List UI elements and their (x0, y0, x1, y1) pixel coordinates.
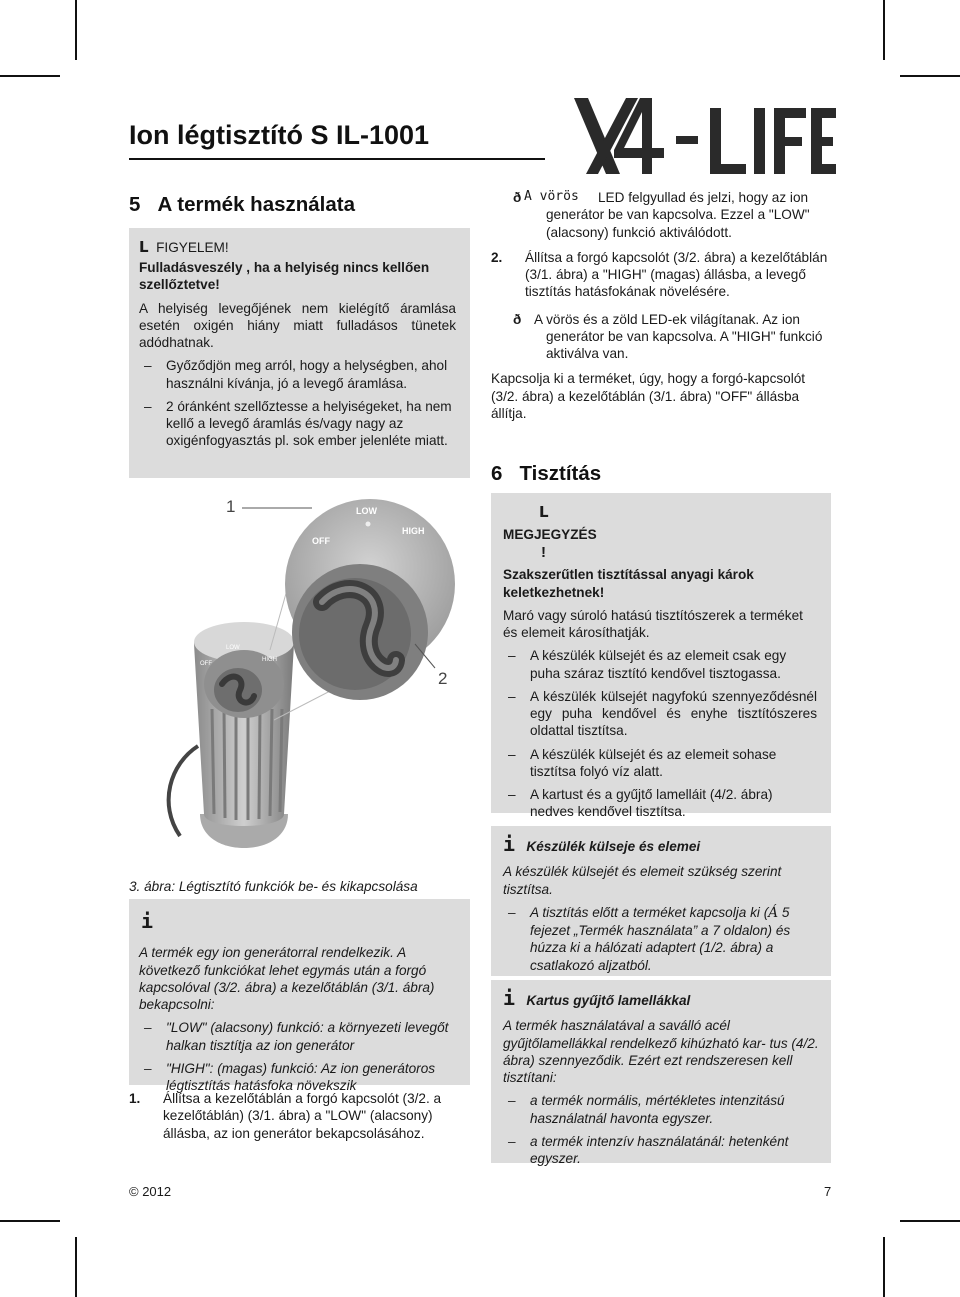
svg-text:LOW: LOW (356, 506, 377, 516)
step-number: 2. (491, 249, 503, 265)
crop-mark (900, 1220, 960, 1222)
info-header (503, 832, 819, 857)
info-item: – a termék normális, mértékletes intenzitású használatnál havonta egyszer. (503, 1092, 819, 1127)
footer-copyright: © 2012 (129, 1184, 172, 1199)
page-title: Ion légtisztító S IL-1001 (129, 120, 430, 150)
info-box (129, 899, 470, 1094)
section-5-heading (129, 192, 355, 218)
svg-text:LOW: LOW (226, 645, 240, 651)
svg-text:OFF: OFF (200, 661, 212, 667)
figure-caption: 3. ábra: Légtisztító funkciók be- és kikapcsolása (129, 879, 418, 894)
warning-bold-line: Fulladásveszély , ha a helyiség nincs kellően szellőztetve! (139, 260, 430, 293)
step-text: Állítsa a forgó kapcsolót (3/2. ábra) a kezelőtáblán (3/1. ábra) a "HIGH" (magas) állásba, a levegő tisztítás hatásfokának növelésére. (525, 249, 828, 300)
result-text: LED felgyullad és jelzi, hogy az ion generátor be van kapcsolva. Ezzel a "LOW" (alacsony) funkció aktiválódott. (546, 190, 810, 240)
note-icon: L (539, 503, 549, 521)
footer-page-number: 7 (824, 1184, 832, 1199)
section-number: 6 (491, 462, 503, 485)
note-bold-line: Szakszerűtlen tisztítással anyagi károk keletkezhetnek! (503, 567, 754, 600)
figure-callout-1: 1 (226, 497, 236, 516)
reference-arrow-icon: Á (768, 904, 779, 921)
crop-mark (900, 75, 960, 77)
note-text: Maró vagy súroló hatású tisztítószerek a terméket és elemeit károsíthatják. (503, 607, 803, 641)
warning-text: A helyiség levegőjének nem kielégítő áramlása esetén oxigén hiány miatt fulladásos tünetek adódhatnak. (139, 300, 456, 351)
info-text: A készülék külsejét és elemeit szükség szerint tisztítsa. (503, 864, 782, 897)
arrow-icon: ð (513, 311, 522, 327)
crop-mark (75, 1237, 77, 1297)
info-text: A termék egy ion generátorral rendelkezik. A következő funkciókat lehet egymás után a forgó kapcsolóval (3/2. ábra) a kezelőtáblán (3/1. ábra) bekapcsolni: (139, 945, 435, 1013)
crop-mark (883, 0, 885, 60)
figure-callout-2: 2 (438, 669, 448, 688)
info-item: – "HIGH": (magas) funkció: Az ion generátoros légtisztítás hatásfoka növekszik (139, 1060, 460, 1095)
section-title: Tisztítás (519, 462, 602, 485)
info-item: – a termék intenzív használatánál: hetenként egyszer. (503, 1133, 819, 1168)
note-item: – A készülék külsejét nagyfokú szennyeződésnél egy puha kendővel és enyhe tisztítószeres oldattal tisztítsa. (503, 688, 817, 740)
note-item: – A készülék külsejét és az elemeit sohase tisztítsa folyó víz alatt. (503, 746, 817, 781)
note-box (491, 493, 831, 820)
warning-box (129, 228, 470, 478)
section-number: 5 (129, 193, 141, 216)
note-item: – A készülék külsejét és az elemeit csak egy puha száraz tisztító kendővel tisztogassa. (503, 647, 817, 682)
title-rule (129, 158, 545, 160)
info-icon: i (141, 909, 154, 933)
svg-text:HIGH: HIGH (262, 657, 277, 663)
warning-item: – Győződjön meg arról, hogy a helységben, ahol használni kívánja, jó a levegő áramlása. (139, 357, 456, 392)
info-icon: i (503, 832, 516, 856)
step-1 (129, 1090, 483, 1142)
arrow-icon: ð (513, 190, 522, 205)
info-box-cartridge (491, 980, 831, 1167)
crop-mark (75, 0, 77, 60)
step-text: Állítsa a kezelőtáblán a forgó kapcsolót (3/2. a kezelőtáblán) (3/1. ábra) a "LOW" (alacsony) állásba, az ion generátor bekapcsolásához. (163, 1091, 442, 1141)
result-text: A vörös és a zöld LED-ek világítanak. Az ion generátor be van kapcsolva. A "HIGH" funkció aktiválva van. (534, 311, 823, 361)
info-item: – A tisztítás előtt a terméket kapcsolja ki (Á 5 fejezet „Termék használata” a 7 oldalon) és húzza ki a hálózati adaptert (1/2. ábra) a csatlakozó aljzatból. (503, 904, 819, 974)
info-icon: i (503, 986, 516, 1010)
warning-icon: L (139, 238, 149, 256)
crop-mark (883, 1237, 885, 1297)
note-label: MEGJEGYZÉS (503, 527, 597, 543)
result-note (491, 311, 831, 363)
info-text: A termék használatával a saválló acél gyűjtőlamellákkal rendelkező kihúzható kar- tus (4/2. ábra) szennyeződik. Ezért ezt rendszeresen kell tisztítani: (503, 1018, 819, 1086)
step-number: 1. (129, 1091, 141, 1106)
warning-label: FIGYELEM! (156, 240, 229, 255)
step-2 (491, 249, 831, 301)
purifier-illustration (150, 484, 480, 856)
info-heading: Kartus gyűjtő lamellákkal (526, 993, 691, 1008)
note-exclamation: ! (541, 544, 546, 562)
result-lead: A vörös (524, 189, 579, 204)
section-6-heading (491, 461, 601, 487)
svg-text:HIGH: HIGH (402, 526, 425, 536)
svg-text:OFF: OFF (312, 536, 330, 546)
result-note (491, 189, 831, 241)
info-header (503, 986, 819, 1011)
note-item: – A kartust és a gyűjtő lamelláit (4/2. ábra) nedves kendővel tisztítsa. (503, 786, 817, 821)
crop-mark (0, 75, 60, 77)
right-column-top (491, 189, 831, 428)
warning-header (139, 238, 456, 257)
off-instruction: Kapcsolja ki a terméket, úgy, hogy a forgó-kapcsolót (3/2. ábra) a kezelőtáblán (3/1. ábra) "OFF" állásba állítja. (491, 371, 806, 421)
x4-life-logo (568, 96, 836, 178)
section-title: A termék használata (157, 193, 355, 216)
warning-item: – 2 óránként szellőztesse a helyiségeket, ha nem kellő a levegő áramlás és/vagy nagy az oxigénfogyasztás pl. sok ember jelenléte miatt. (139, 398, 456, 450)
info-box-exterior (491, 826, 831, 976)
info-heading: Készülék külseje és elemei (526, 839, 701, 854)
info-item: – "LOW" (alacsony) funkció: a környezeti levegőt halkan tisztítja az ion generátor (139, 1019, 460, 1054)
crop-mark (0, 1220, 60, 1222)
